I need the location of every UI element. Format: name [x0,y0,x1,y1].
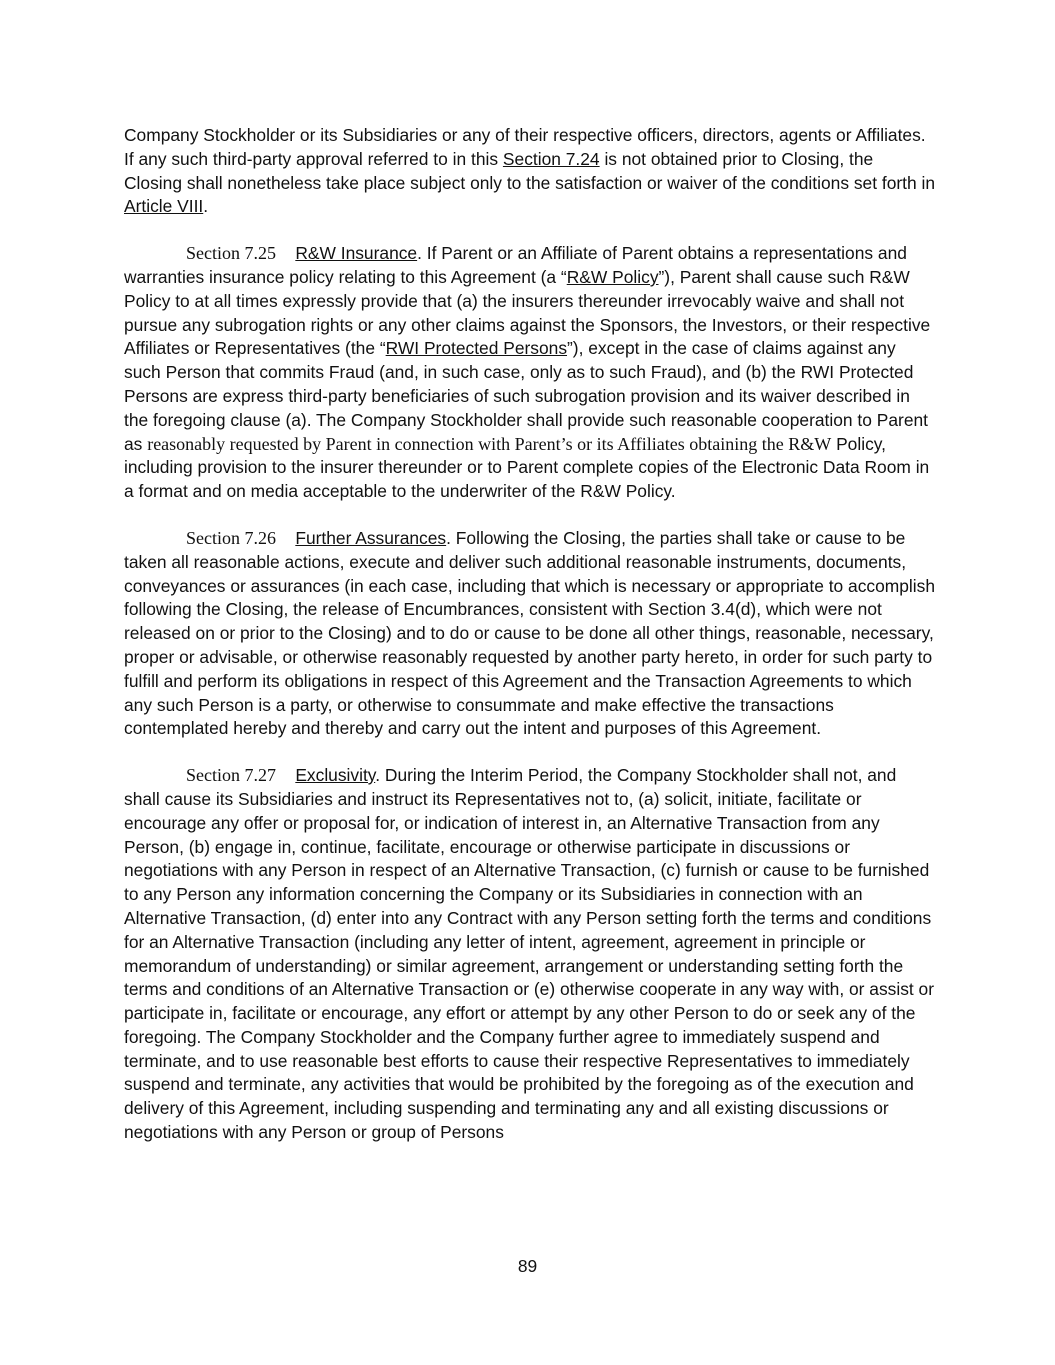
rwi-protected-persons-term: RWI Protected Persons [385,338,568,359]
section-7-26-paragraph: Section 7.26 Further Assurances. Following the Closing, the parties shall take or cause to be taken all reasonable actions, execute and deliver such additional reasonable instruments, documents, conveyances or assurances (in each case, including that which is necessary or appropriate to accomplish following the Closing, the release of Encumbrances, consistent with Section 3.4(d), which were not released on or prior to the Closing) and to do or cause to be done all other things, reasonable, necessary, proper or advisable, or otherwise reasonably requested by another party hereto, in order for such party to fulfill and perform its obligations in respect of this Agreement and the Transaction Agreements to which any such Person is a party, or otherwise to consummate and make effective the transactions contemplated hereby and thereby and carry out the intent and purposes of this Agreement. [124,527,936,739]
document-page [124,124,936,1168]
section-7-27-paragraph: Section 7.27 Exclusivity. During the Interim Period, the Company Stockholder shall not, and shall cause its Subsidiaries and instruct its Representatives not to, (a) solicit, initiate, facilitate or encourage any offer or proposal for, or indication of interest in, an Alternative Transaction from any Person, (b) engage in, continue, facilitate, encourage or otherwise participate in discussions or negotiations with any Person in respect of an Alternative Transaction, (c) furnish or cause to be furnished to any Person any information concerning the Company or its Subsidiaries in connection with an Alternative Transaction, (d) enter into any Contract with any Person setting forth the terms and conditions for an Alternative Transaction (including any letter of intent, agreement, agreement in principle or memorandum of understanding) or similar agreement, arrangement or understanding setting forth the terms and conditions of an Alternative Transaction or (e) otherwise cooperate in any way with, or assist or participate in, facilitate or encourage, any effort or attempt by any other Person to do or seek any of the foregoing. The Company Stockholder and the Company further agree to immediately suspend and terminate, and to use reasonable best efforts to cause their respective Representatives to immediately suspend and terminate, any activities that would be prohibited by the foregoing as of the execution and delivery of this Agreement, including suspending and terminating any and all existing discussions or negotiations with any Person or group of Persons [124,765,935,1143]
section-7-25-paragraph: Section 7.25 R&W Insurance. If Parent or an Affiliate of Parent obtains a representations and warranties insurance policy relating to this Agreement (a “R&W Policy”), Parent shall cause such R&W Policy to at all times expressly provide that (a) the insurers thereunder irrevocably waive and shall not pursue any subrogation rights or any other claims against the Sponsors, the Investors, or their respective Affiliates or Representatives (the “RWI Protected Persons”), except in the case of claims against any such Person that commits Fraud (and, in such case, only as to such Fraud), and (b) the RWI Protected Persons are express third-party beneficiaries of such subrogation provision and its waiver described in the foregoing clause (a). The Company Stockholder shall provide such reasonable cooperation to Parent as reasonably requested by Parent in connection with Parent’s or its Affiliates obtaining the R&W Policy, including provision to the insurer thereunder or to Parent complete copies of the Electronic Data Room in a format and on media acceptable to the underwriter of the R&W Policy. [124,243,931,502]
section-7-26-title: Further Assurances [295,527,447,548]
section-7-27-number: Section 7.27 [186,765,276,786]
page-number: 89 [517,1256,538,1276]
section-7-26-number: Section 7.26 [186,527,276,548]
section-7-27-title: Exclusivity [295,765,376,786]
article-viii-reference: Article VIII [124,196,204,217]
intro-paragraph: Company Stockholder or its Subsidiaries or any of their respective officers, directors, agents or Affiliates. If any such third-party approval referred to in this Section 7.24 is not obtained prior to Closing, the Closing shall nonetheless take place subject only to the satisfaction or waiver of the conditions set forth in Article VIII. [124,125,936,217]
section-7-25-number: Section 7.25 [186,243,276,264]
rw-policy-term: R&W Policy [566,266,659,287]
section-7-25-title: R&W Insurance [295,243,418,264]
section-7-24-reference: Section 7.24 [502,148,600,169]
